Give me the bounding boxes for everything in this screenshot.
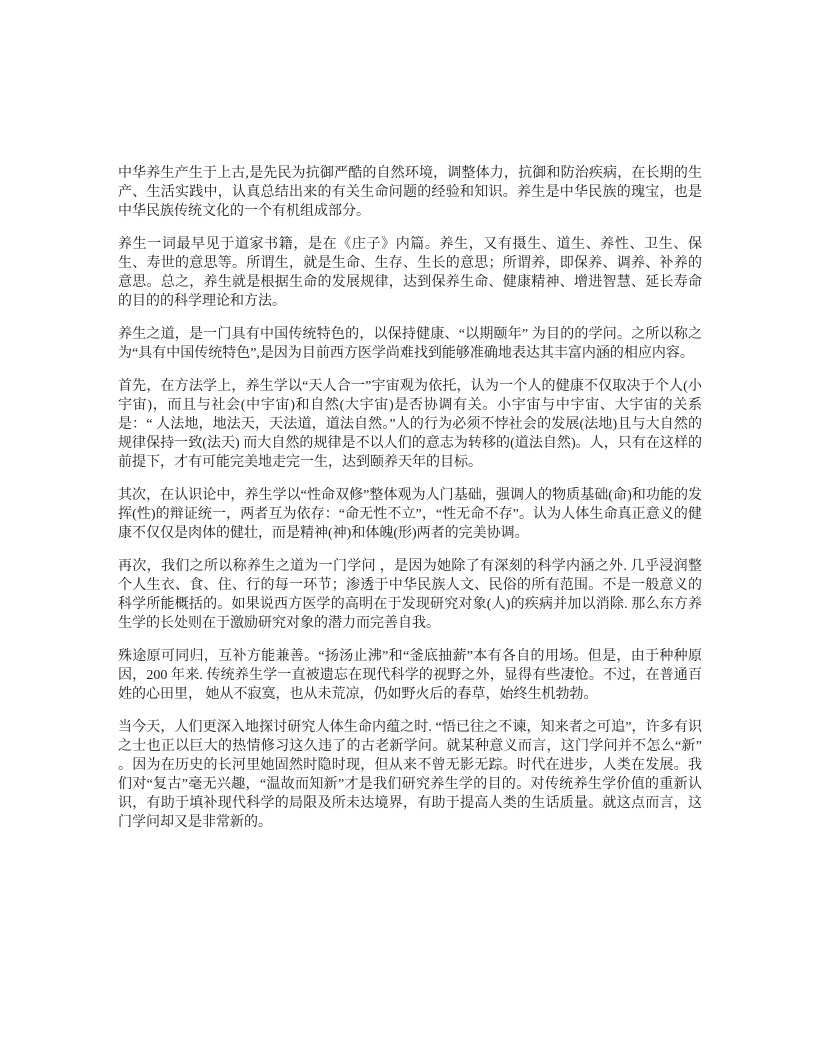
paragraph: 其次，在认识论中，养生学以“性命双修”整体观为人门基础，强调人的物质基础(命)和功能的发挥(性)的辩证统一，两者互为依存：“命无性不立”，“性无命不存”。认为人体生命真正意义的健康不仅仅是肉体的健壮，而是精神(神)和体魄(形)两者的完美协调。 [118,488,702,541]
paragraph: 首先，在方法学上，养生学以“天人合一”宇宙观为依托，认为一个人的健康不仅取决于个人(小宇宙)，而且与社会(中宇宙)和自然(大宇宙)是否协调有关。小宇宙与中宇宙、大宇宙的关系是：“ 人法地，地法天，天法道，道法自然。”人的行为必须不悖社会的发展(法地)且与大自然的规律保持一致(法天) 而大自然的规律是不以人们的意志为转移的(道法自然)。人，只有在这样的前提下，才有可能完美地走完一生，达到颐养天年的目标。 [118,379,702,470]
paragraph: 再次，我们之所以称养生之道为一门学问 ，是因为她除了有深刻的科学内涵之外. 几乎浸润整个人生衣、食、住、行的每一环节；渗透于中华民族人文、民俗的所有范围。不是一般意义的科学所能概括的。如果说西方医学的高明在于发现研究对象(人)的疾病并加以消除. 那么东方养生学的长处则在于激励研究对象的潜力而完善自我。 [118,559,702,631]
paragraph: 养生一词最早见于道家书籍，是在《庄子》内篇。养生，又有摄生、道生、养性、卫生、保生、寿世的意思等。所谓生，就是生命、生存、生长的意思；所谓养，即保养、调养、补养的意思。总之，养生就是根据生命的发展规律，达到保养生命、健康精神、增进智慧、延长寿命的目的的科学理论和方法。 [118,237,702,309]
paragraph: 当今天，人们更深入地探讨研究人体生命内蕴之时. “悟已往之不谏，知来者之可追”，许多有识之士也正以巨大的热情修习这久违了的古老新学问。就某种意义而言，这门学问并不怎么“新” 。因为在历史的长河里她固然时隐时现，但从来不曾无影无踪。时代在进步，人类在发展。我们对“复古”毫无兴趣，“温故而知新”才是我们研究养生学的目的。对传统养生学价值的重新认识，有助于填补现代科学的局限及所未达境界，有助于提高人类的生话质量。就这点而言，这门学问却又是非常新的。 [118,720,702,830]
text-content [118,164,702,846]
paragraph: 中华养生产生于上古,是先民为抗御严酷的自然环境，调整体力，抗御和防治疾病，在长期的生产、生活实践中，认真总结出来的有关生命问题的经验和知识。养生是中华民族的瑰宝，也是中华民族传统文化的一个有机组成部分。 [118,166,702,219]
paragraph: 殊途原可同归，互补方能兼善。“扬汤止沸”和“釜底抽薪”本有各自的用场。但是，由于种种原因，200 年来. 传统养生学一直被遗忘在现代科学的视野之外，显得有些凄怆。不过，在普通百姓的心田里， 她从不寂寞，也从未荒凉，仍如野火后的春草，始终生机勃勃。 [118,649,702,702]
paragraph: 养生之道，是一门具有中国传统特色的，以保持健康、“以期颐年” 为目的的学问。之所以称之为“具有中国传统特色”,是因为目前西方医学尚难找到能够准确地表达其丰富内涵的相应内容。 [118,327,702,361]
